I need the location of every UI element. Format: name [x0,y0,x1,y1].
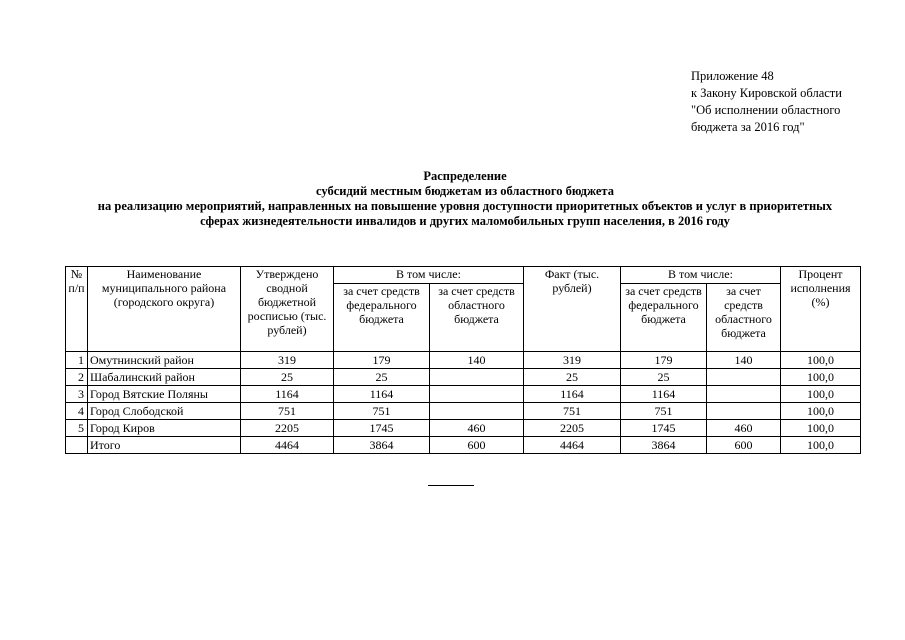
total-fact-federal: 3864 [621,437,707,454]
total-label: Итого [88,437,241,454]
row-approved: 2205 [241,420,334,437]
row-approved-federal: 179 [334,352,430,369]
row-percent: 100,0 [781,386,861,403]
row-fact-regional: 460 [707,420,781,437]
row-approved-regional [430,369,524,386]
row-fact: 25 [524,369,621,386]
table-row [66,386,861,403]
row-name: Город Киров [88,420,241,437]
header-name: Наименование муниципального района (городского округа) [88,267,241,352]
row-fact-regional [707,386,781,403]
title-line: субсидий местным бюджетам из областного бюджета [316,184,614,198]
row-fact: 1164 [524,386,621,403]
row-approved: 25 [241,369,334,386]
end-rule [428,485,474,486]
row-approved: 319 [241,352,334,369]
row-fact-federal: 1164 [621,386,707,403]
row-approved-regional [430,403,524,420]
header-approved: Утверждено сводной бюджетной росписью (тыс. рублей) [241,267,334,352]
row-fact-regional: 140 [707,352,781,369]
row-name: Шабалинский район [88,369,241,386]
row-fact-federal: 25 [621,369,707,386]
appendix-line: "Об исполнении областного [691,103,841,117]
header-approved-regional: за счет средств областного бюджета [430,284,524,352]
title-line: на реализацию мероприятий, направленных на повышение уровня доступности приоритетных объектов и услуг в приоритетных [97,199,833,213]
row-fact: 319 [524,352,621,369]
subsidy-table [65,266,861,454]
row-approved-federal: 751 [334,403,430,420]
table-row [66,420,861,437]
row-approved-federal: 25 [334,369,430,386]
row-number: 1 [66,352,88,369]
table-row [66,352,861,369]
row-approved-regional: 140 [430,352,524,369]
total-approved: 4464 [241,437,334,454]
table-row [66,403,861,420]
appendix-line: бюджета за 2016 год" [691,120,805,134]
document-title [40,169,890,229]
header-fact: Факт (тыс. рублей) [524,267,621,352]
row-fact-federal: 179 [621,352,707,369]
total-percent: 100,0 [781,437,861,454]
header-percent: Процент исполнения (%) [781,267,861,352]
title-line: сферах жизнедеятельности инвалидов и других маломобильных групп населения, в 2016 году [200,214,730,228]
row-approved-regional [430,386,524,403]
total-fact: 4464 [524,437,621,454]
total-approved-federal: 3864 [334,437,430,454]
row-fact-regional [707,403,781,420]
row-fact: 2205 [524,420,621,437]
header-fact-federal: за счет средств федерального бюджета [621,284,707,352]
row-percent: 100,0 [781,369,861,386]
total-number [66,437,88,454]
row-name: Омутнинский район [88,352,241,369]
appendix-note [691,68,842,136]
header-incl-approved: В том числе: [334,267,524,284]
table-row [66,369,861,386]
row-number: 2 [66,369,88,386]
header-fact-regional: за счет средств областного бюджета [707,284,781,352]
header-approved-federal: за счет средств федерального бюджета [334,284,430,352]
row-percent: 100,0 [781,420,861,437]
row-approved-federal: 1164 [334,386,430,403]
row-approved: 751 [241,403,334,420]
header-num: № п/п [66,267,88,352]
row-fact-federal: 1745 [621,420,707,437]
row-name: Город Вятские Поляны [88,386,241,403]
row-fact-federal: 751 [621,403,707,420]
header-incl-fact: В том числе: [621,267,781,284]
appendix-line: Приложение 48 [691,69,774,83]
row-fact-regional [707,369,781,386]
row-approved-federal: 1745 [334,420,430,437]
row-approved-regional: 460 [430,420,524,437]
row-percent: 100,0 [781,403,861,420]
row-fact: 751 [524,403,621,420]
row-number: 5 [66,420,88,437]
row-approved: 1164 [241,386,334,403]
total-approved-regional: 600 [430,437,524,454]
total-row [66,437,861,454]
row-number: 3 [66,386,88,403]
title-line: Распределение [423,169,507,183]
appendix-line: к Закону Кировской области [691,86,842,100]
row-name: Город Слободской [88,403,241,420]
row-percent: 100,0 [781,352,861,369]
row-number: 4 [66,403,88,420]
total-fact-regional: 600 [707,437,781,454]
